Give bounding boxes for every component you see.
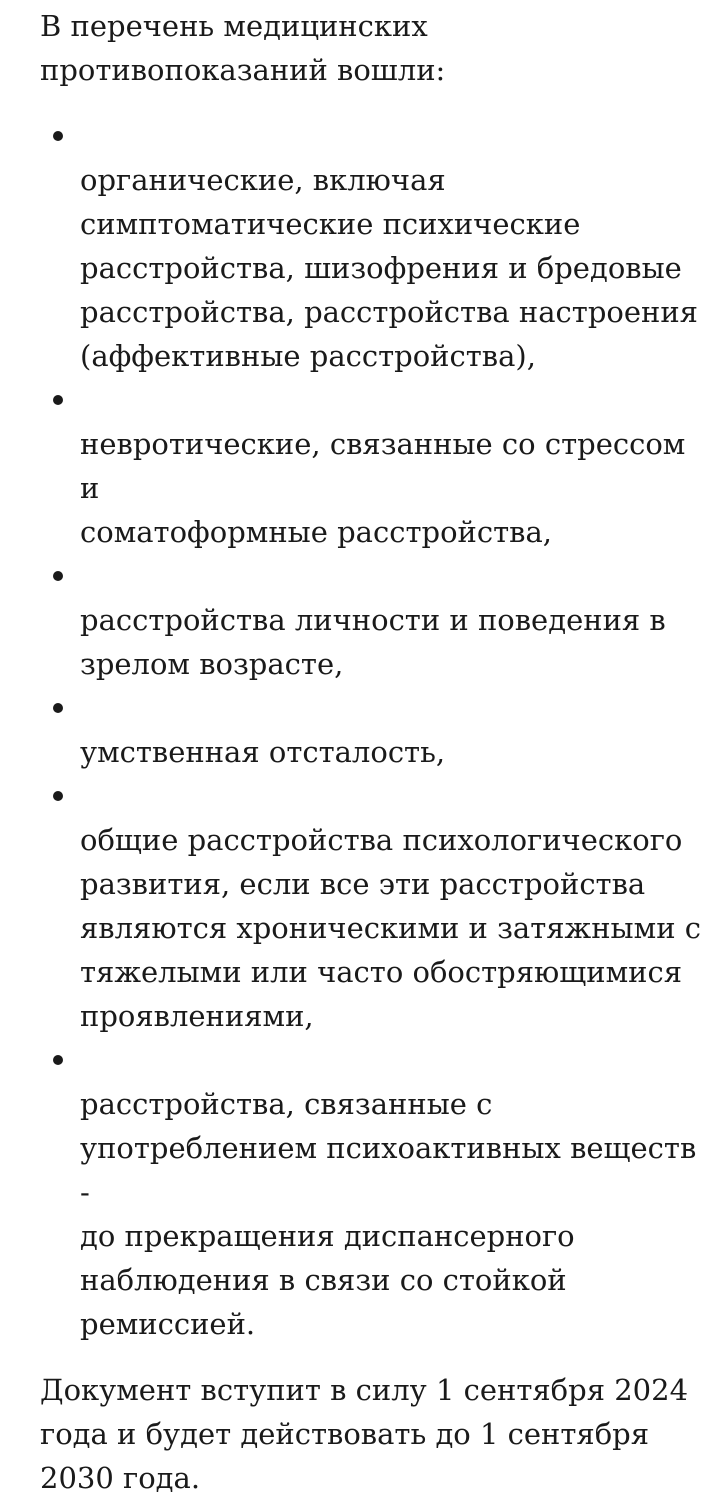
outro-paragraph: Документ вступит в силу 1 сентября 2024 года и будет действовать до 1 сентября 2030 года. [40,1373,689,1495]
list-item [40,378,712,554]
bullet-icon [53,571,63,581]
list-item-text: расстройства личности и поведения в зрелом возрасте, [80,603,666,681]
list-item [40,686,712,774]
list-item-text: органические, включая симптоматические психические расстройства, шизофрения и бредовые расстройства, расстройства настроения (аффективные расстройства), [80,163,698,373]
list-item-text: расстройства, связанные с употреблением психоактивных веществ - до прекращения диспансерного наблюдения в связи со стойкой ремиссией. [80,1087,697,1341]
intro-paragraph: В перечень медицинских противопоказаний вошли: [40,9,446,87]
list-item [40,114,712,378]
bullet-icon [53,703,63,713]
bullet-icon [53,791,63,801]
list-item [40,774,712,1038]
list-item [40,1038,712,1346]
bullet-icon [53,395,63,405]
list-item-text: умственная отсталость, [80,735,446,769]
contraindications-list [40,114,712,1346]
list-item-text: невротические, связанные со стрессом и соматоформные расстройства, [80,427,686,549]
bullet-icon [53,131,63,141]
list-item-text: общие расстройства психологического развития, если все эти расстройства являются хроническими и затяжными с тяжелыми или часто обостряющимися проявлениями, [80,823,701,1033]
bullet-icon [53,1055,63,1065]
list-item [40,554,712,686]
